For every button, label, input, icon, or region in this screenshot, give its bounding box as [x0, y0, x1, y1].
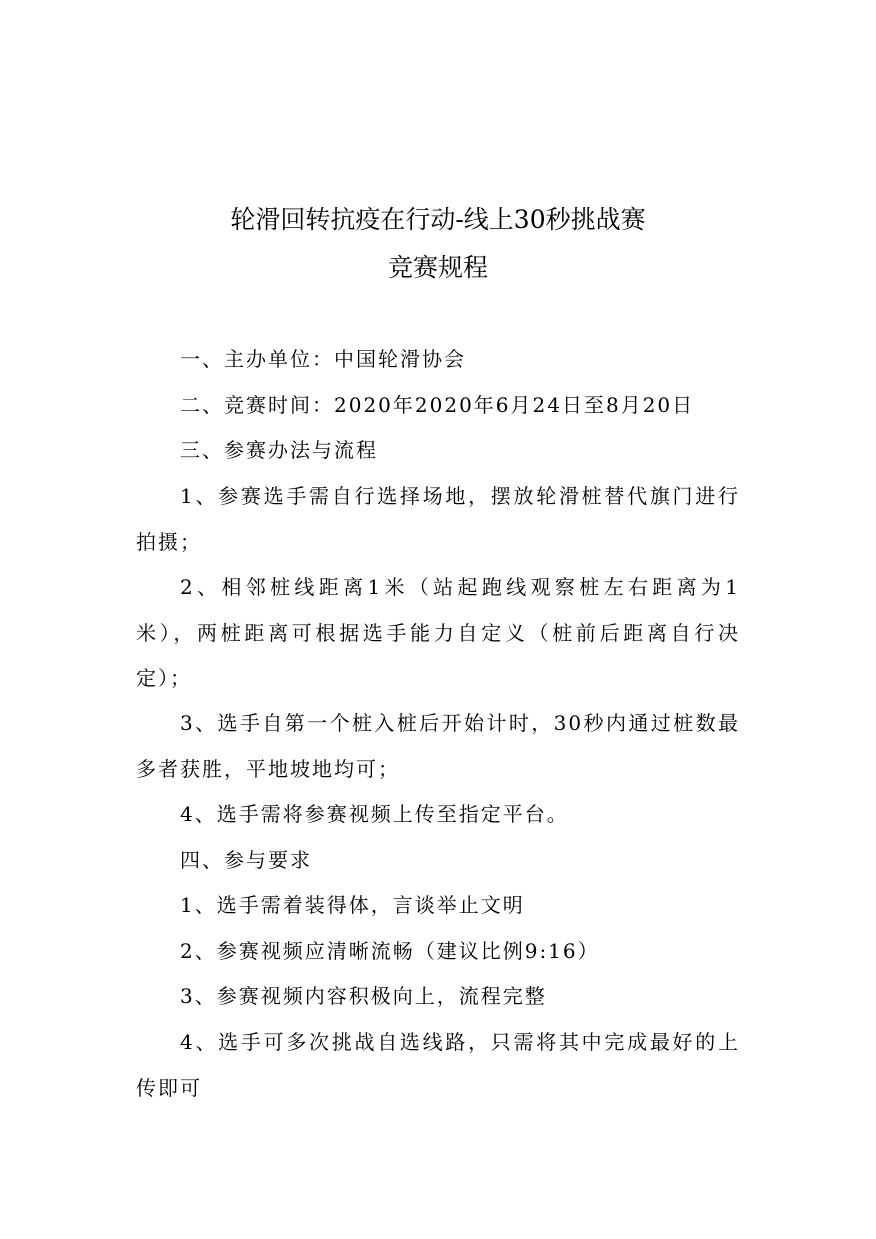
method-item-3: 3、选手自第一个桩入桩后开始计时，30秒内通过桩数最多者获胜，平地坡地均可；: [136, 711, 740, 781]
requirement-item-4: 4、选手可多次挑战自选线路，只需将其中完成最好的上传即可: [136, 1030, 740, 1100]
requirement-item-3: 3、参赛视频内容积极向上，流程完整: [180, 984, 547, 1008]
requirement-item-2: 2、参赛视频应清晰流畅（建议比例9:16）: [180, 939, 600, 963]
section-method-heading: 三、参赛办法与流程: [180, 438, 378, 462]
method-item-1: 1、参赛选手需自行选择场地，摆放轮滑桩替代旗门进行拍摄；: [136, 484, 740, 554]
requirement-item-1: 1、选手需着装得体，言谈举止文明: [180, 893, 525, 917]
document-title: 轮滑回转抗疫在行动-线上30秒挑战赛: [230, 205, 646, 234]
method-item-2: 2、相邻桩线距离1米（站起跑线观察桩左右距离为1米），两桩距离可根据选手能力自定义（桩前后距离自行决定）；: [136, 575, 740, 690]
section-requirements-heading: 四、参与要求: [180, 848, 312, 872]
document-subtitle: 竞赛规程: [387, 253, 488, 282]
section-time: 二、竞赛时间：2020年2020年6月24日至8月20日: [180, 393, 695, 417]
section-organizer: 一、主办单位：中国轮滑协会: [180, 347, 466, 371]
method-item-4: 4、选手需将参赛视频上传至指定平台。: [180, 802, 569, 826]
